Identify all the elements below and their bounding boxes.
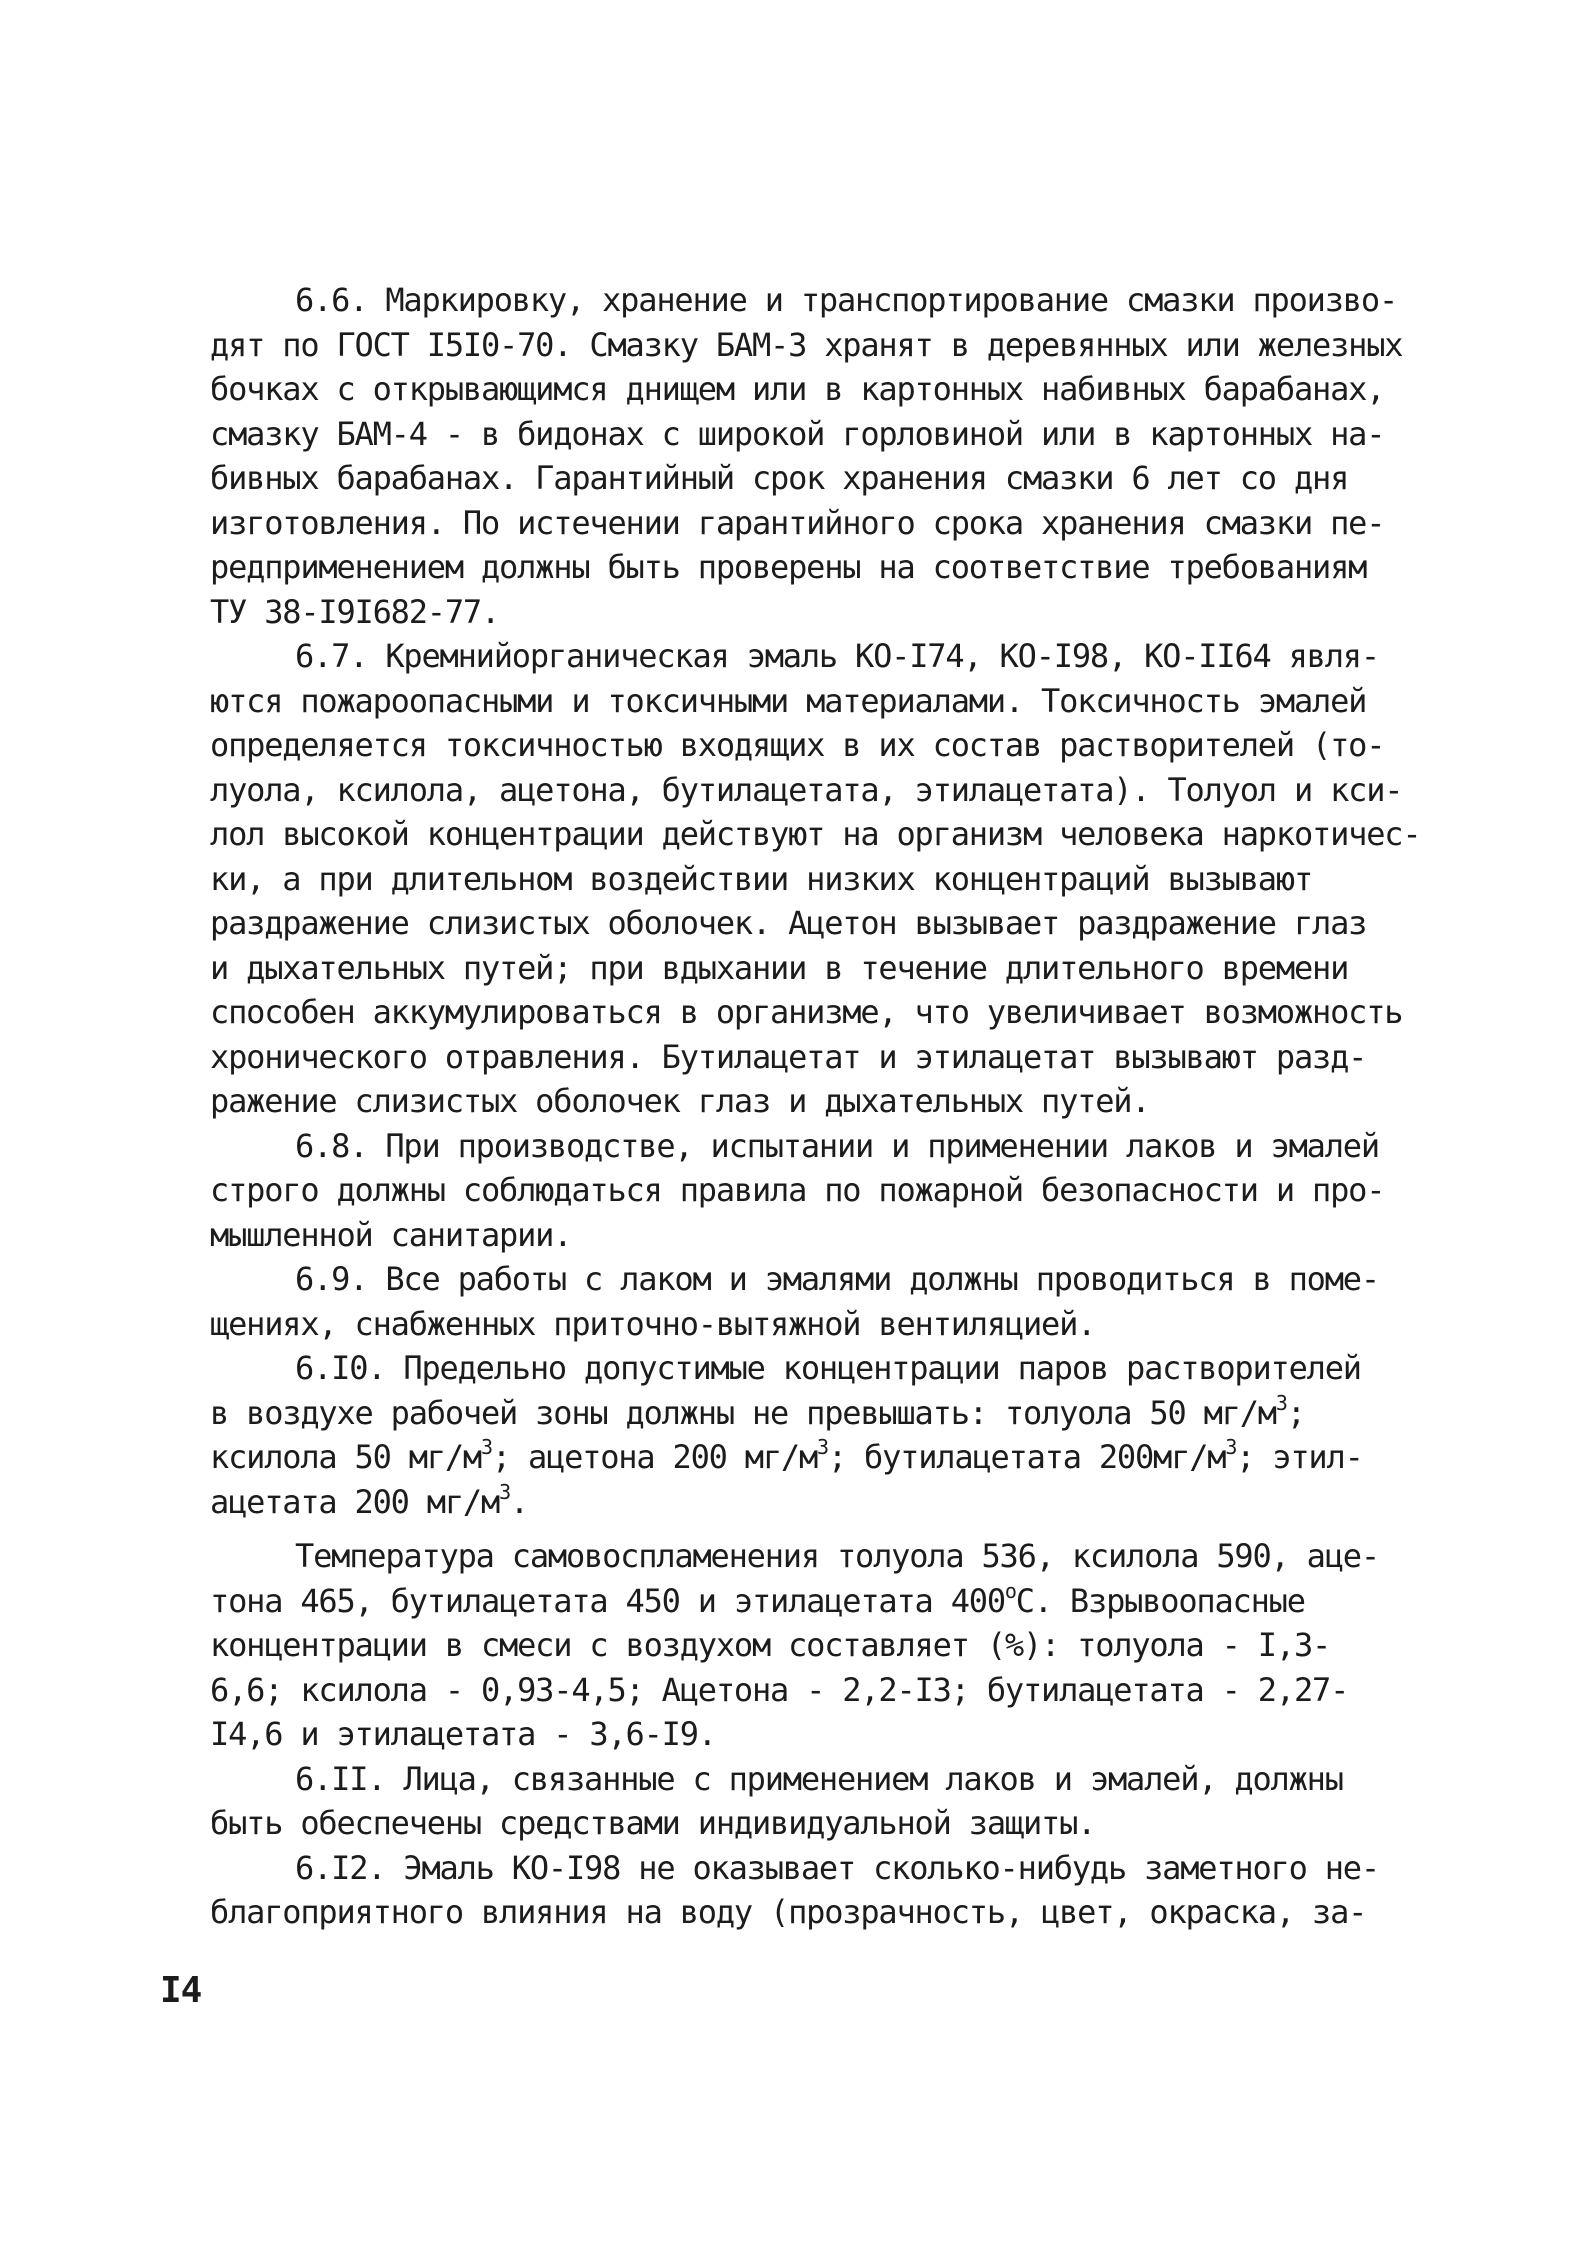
line-tail-semicolon: ; bbox=[1286, 1393, 1305, 1432]
paragraph-6-12-line-2: благоприятного влияния на воду (прозрачность, цвет, окраска, за- bbox=[210, 1893, 1367, 1931]
paragraph-6-10-line-3-part-3: ; бутилацетата 200мг/м bbox=[827, 1438, 1226, 1476]
paragraph-6-6-line-4: смазку БАМ-4 - в бидонах с широкой горловиной или в картонных на- bbox=[210, 414, 1385, 453]
paragraph-6-9-line-2: щениях, снабженных приточно-вытяжной вентиляцией. bbox=[210, 1304, 1096, 1343]
paragraph-6-10-line-2-text: в воздухе рабочей зоны должны не превышать: толуола 50 мг/м bbox=[210, 1393, 1276, 1432]
paragraph-6-8-line-1: 6.8. При производстве, испытании и применении лаков и эмалей bbox=[295, 1126, 1379, 1165]
paragraph-6-7-line-1: 6.7. Кремнийорганическая эмаль КО-I74, КО-I98, КО-II64 явля- bbox=[295, 637, 1379, 675]
superscript-cube: 3 bbox=[499, 1479, 510, 1504]
paragraph-6-7-line-4: луола, ксилола, ацетона, бутилацетата, этилацетата). Толуол и кси- bbox=[210, 770, 1403, 809]
paragraph-6-7-line-6: ки, а при длительном воздействии низких концентраций вызывают bbox=[210, 859, 1313, 898]
paragraph-6-7-line-11: ражение слизистых оболочек глаз и дыхательных путей. bbox=[210, 1082, 1150, 1120]
paragraph-6-7-line-9: способен аккумулироваться в организме, что увеличивает возможность bbox=[210, 993, 1403, 1031]
paragraph-6-11-line-1: 6.II. Лица, связанные с применением лаков и эмалей, должны bbox=[295, 1759, 1343, 1798]
superscript-cube: 3 bbox=[1275, 1390, 1287, 1415]
paragraph-6-11-line-2: быть обеспечены средствами индивидуальной защиты. bbox=[210, 1804, 1096, 1842]
temperature-paragraph-line-3: концентрации в смеси с воздухом составляет (%): толуола - I,3- bbox=[210, 1626, 1331, 1664]
temperature-paragraph-line-2 bbox=[210, 1579, 1400, 1624]
temperature-paragraph-line-2-part-1: тона 465, бутилацетата 450 и этилацетата 400 bbox=[210, 1581, 1005, 1620]
paragraph-6-7-line-7: раздражение слизистых оболочек. Ацетон вызывает раздражение глаз bbox=[210, 904, 1367, 942]
superscript-cube: 3 bbox=[481, 1435, 492, 1459]
paragraph-6-10-line-4 bbox=[210, 1480, 1400, 1525]
paragraph-6-10-line-3 bbox=[210, 1435, 1400, 1480]
paragraph-gap bbox=[210, 1524, 1400, 1534]
superscript-cube: 3 bbox=[817, 1435, 828, 1459]
paragraph-6-10-line-4-text: ацетата 200 мг/м bbox=[210, 1482, 500, 1521]
paragraph-6-7-line-2: ются пожароопасными и токсичными материалами. Токсичность эмалей bbox=[210, 681, 1367, 720]
paragraph-6-10-line-2 bbox=[210, 1391, 1400, 1436]
paragraph-6-6-line-5: бивных барабанах. Гарантийный срок хранения смазки 6 лет со дня bbox=[210, 459, 1349, 497]
paragraph-6-6-line-8: ТУ 38-I9I682-77. bbox=[210, 592, 500, 631]
temperature-paragraph-line-2-part-2: С. Взрывоопасные bbox=[1015, 1581, 1305, 1620]
temperature-paragraph-line-5: I4,6 и этилацетата - 3,6-I9. bbox=[210, 1715, 716, 1753]
paragraph-6-10-line-3-part-1: ксилола 50 мг/м bbox=[210, 1438, 481, 1476]
temperature-paragraph-line-4: 6,6; ксилола - 0,93-4,5; Ацетона - 2,2-I3; бутилацетата - 2,27- bbox=[210, 1670, 1349, 1709]
paragraph-6-6-line-7: редприменением должны быть проверены на соответствие требованиям bbox=[210, 548, 1367, 586]
document-body bbox=[210, 278, 1421, 1935]
paragraph-6-10-line-3-part-4: ; этил- bbox=[1236, 1438, 1363, 1476]
paragraph-6-6-line-2: дят по ГОСТ I5I0-70. Смазку БАМ-3 хранят в деревянных или железных bbox=[210, 325, 1403, 364]
superscript-degree: о bbox=[1004, 1578, 1016, 1603]
paragraph-6-9-line-1: 6.9. Все работы с лаком и эмалями должны проводиться в поме- bbox=[295, 1260, 1379, 1298]
page-number: I4 bbox=[160, 1970, 202, 2011]
paragraph-6-7-line-3: определяется токсичностью входящих в их состав растворителей (то- bbox=[210, 726, 1385, 764]
temperature-paragraph-line-1: Температура самовоспламенения толуола 536, ксилола 590, аце- bbox=[295, 1537, 1379, 1575]
paragraph-6-8-line-2: строго должны соблюдаться правила по пожарной безопасности и про- bbox=[210, 1171, 1385, 1209]
line-tail-period: . bbox=[509, 1482, 528, 1521]
paragraph-6-6-line-1: 6.6. Маркировку, хранение и транспортирование смазки произво- bbox=[295, 281, 1398, 319]
paragraph-6-12-line-1: 6.I2. Эмаль КО-I98 не оказывает сколько-нибудь заметного не- bbox=[295, 1848, 1379, 1887]
paragraph-6-10-line-1: 6.I0. Предельно допустимые концентрации паров растворителей bbox=[295, 1349, 1361, 1387]
superscript-cube: 3 bbox=[1225, 1435, 1237, 1459]
paragraph-6-7-line-10: хронического отравления. Бутилацетат и этилацетат вызывают разд- bbox=[210, 1037, 1367, 1076]
paragraph-6-7-line-8: и дыхательных путей; при вдыхании в течение длительного времени bbox=[210, 948, 1349, 987]
paragraph-6-6-line-6: изготовления. По истечении гарантийного срока хранения смазки пе- bbox=[210, 503, 1385, 542]
paragraph-6-10-line-3-part-2: ; ацетона 200 мг/м bbox=[491, 1438, 818, 1476]
paragraph-6-8-line-3: мышленной санитарии. bbox=[210, 1215, 572, 1254]
paragraph-6-7-line-5: лол высокой концентрации действуют на организм человека наркотичес- bbox=[210, 815, 1421, 853]
paragraph-6-6-line-3: бочках с открывающимся днищем или в картонных набивных барабанах, bbox=[210, 370, 1385, 408]
